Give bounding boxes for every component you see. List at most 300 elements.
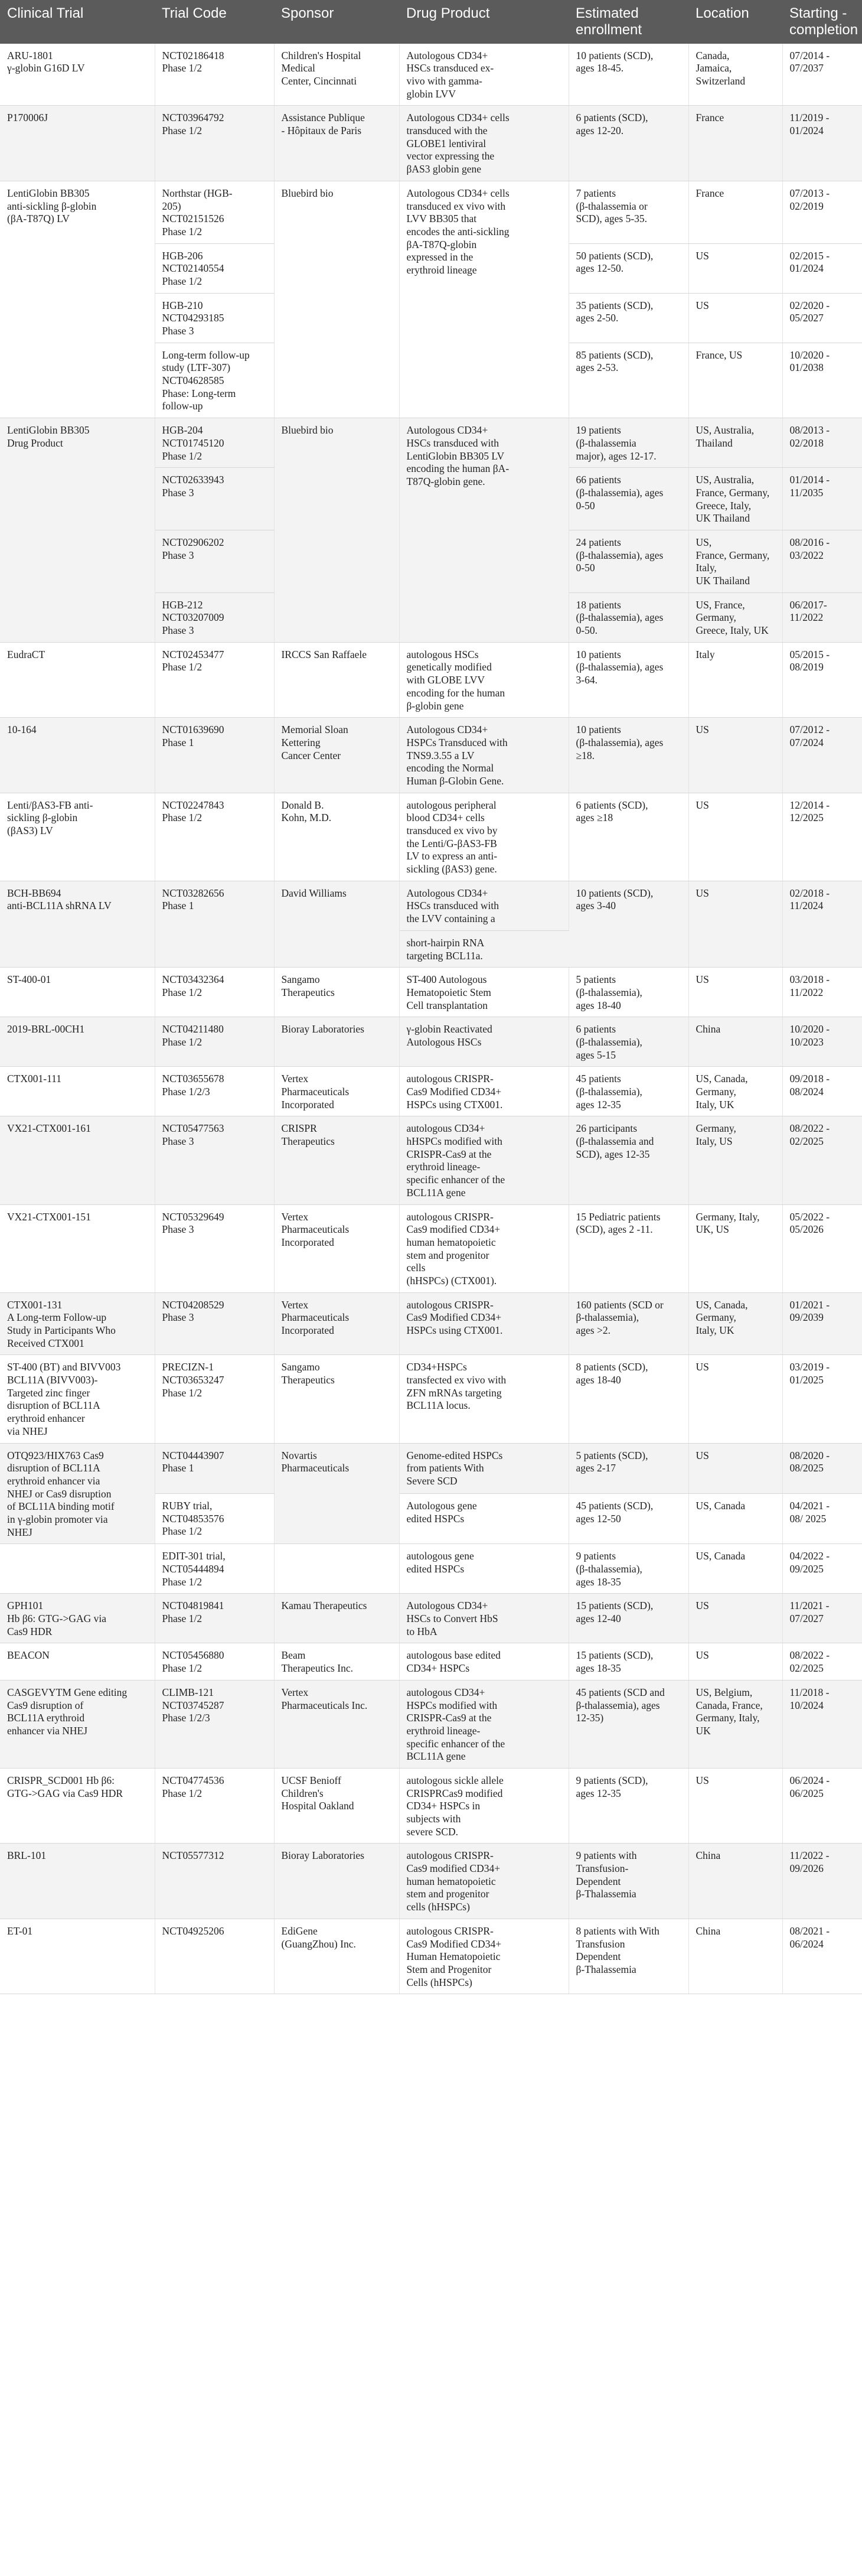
cell-text-line: Italy, (696, 562, 717, 574)
cell-text-line: 24 patients (576, 536, 621, 548)
cell-text-line: 8 patients with With (576, 1924, 659, 1937)
header-drug-product: Drug Product (399, 0, 569, 44)
table-row (0, 1643, 862, 1680)
cell-text-line: specific enhancer of the (406, 1737, 505, 1750)
cell-text-line: Children's Hospital (281, 49, 361, 61)
sponsor-cell (274, 181, 399, 418)
cell-text-line: γ-globin G16D LV (7, 62, 85, 74)
sponsor-cell (274, 1544, 399, 1594)
cell-text-line: P170006J (7, 112, 48, 124)
enrollment-cell (569, 1443, 688, 1493)
cell-text-line: ARU-1801 (7, 49, 53, 61)
cell-text-line: Germany, (696, 1086, 736, 1098)
cell-text-line: 0-50. (576, 624, 597, 637)
drug-product-cell (399, 1067, 569, 1116)
clinical-trial-cell (0, 44, 155, 106)
cell-text-line: targeting BCL11a. (406, 949, 483, 962)
location-cell (688, 1116, 782, 1204)
cell-text-line: UCSF Benioff (281, 1774, 341, 1786)
cell-text-line: 7 patients (576, 187, 616, 199)
sponsor-cell (274, 1919, 399, 1994)
cell-text-line: Cas9 HDR (7, 1625, 53, 1637)
cell-text-line: 08/2022 - (789, 1649, 830, 1662)
trial-code-cell (155, 1643, 274, 1680)
cell-text-line: Phase 1/2 (162, 62, 203, 74)
drug-product-cell (399, 106, 569, 181)
cell-text-line: 07/2013 - (789, 187, 830, 199)
enrollment-cell (569, 1544, 688, 1594)
cell-text-line: UK, US (696, 1223, 729, 1236)
cell-text-line: expressed in the (406, 251, 474, 263)
cell-text-line: GTG->GAG via Cas9 HDR (7, 1787, 123, 1799)
cell-text-line: Germany, Italy, (696, 1210, 760, 1223)
cell-text-line: Northstar (HGB- (162, 187, 233, 199)
cell-text-line: 11/2035 (789, 486, 824, 499)
location-cell (688, 1292, 782, 1355)
table-row (0, 181, 862, 243)
cell-text-line: 45 patients (576, 1073, 621, 1085)
clinical-trial-cell (0, 1768, 155, 1843)
cell-text-line: 07/2024 (789, 736, 824, 748)
header-location: Location (688, 0, 782, 44)
sponsor-cell (274, 968, 399, 1017)
dates-cell (782, 968, 862, 1017)
cell-text-line: 04/2022 - (789, 1550, 830, 1562)
cell-text-line: 01/2025 (789, 1374, 824, 1386)
cell-text-line: (β-thalassemia), (576, 1035, 642, 1048)
cell-text-line: Switzerland (696, 75, 746, 87)
cell-text-line: 06/2017-11/2022 (789, 598, 827, 624)
cell-text-line: US, Canada, (696, 1073, 748, 1085)
cell-text-line: NCT02140554 (162, 262, 224, 275)
table-header (0, 0, 862, 44)
cell-text-line: encoding for the human (406, 686, 505, 699)
cell-text-line: NCT03655678 (162, 1073, 224, 1085)
cell-text-line: Medical (281, 62, 315, 74)
cell-text-line: Sangamo (281, 973, 320, 986)
table-row (0, 106, 862, 181)
cell-text-line: 0-50 (576, 562, 595, 574)
cell-text-line: edited HSPCs (406, 1512, 465, 1525)
cell-text-line: ages 18-35 (576, 1575, 621, 1588)
cell-text-line: Phase: Long-term (162, 387, 236, 399)
cell-text-line: Sangamo (281, 1361, 320, 1373)
cell-text-line: NCT05477563 (162, 1122, 224, 1135)
drug-product-cell (399, 881, 569, 930)
cell-text-line: 160 patients (SCD or (576, 1298, 664, 1311)
cell-text-line: ages ≥18 (576, 812, 613, 824)
cell-text-line: 09/2026 (789, 1862, 824, 1875)
enrollment-cell (569, 793, 688, 881)
dates-cell (782, 592, 862, 642)
cell-text-line: γ-globin Reactivated (406, 1023, 492, 1035)
cell-text-line: 19 patients (576, 424, 621, 437)
cell-text-line: 5 patients (SCD), (576, 1449, 648, 1461)
clinical-trial-cell (0, 1919, 155, 1994)
cell-text-line: US, (696, 536, 712, 548)
cell-text-line: Greece, Italy, UK (696, 624, 769, 637)
cell-text-line: globin LVV (406, 87, 456, 100)
cell-text-line: NCT04853576 (162, 1512, 224, 1525)
drug-product-cell (399, 1768, 569, 1843)
cell-text-line: Received CTX001 (7, 1337, 84, 1349)
cell-text-line: Italy (696, 648, 715, 660)
cell-text-line: 15 patients (SCD), (576, 1649, 654, 1662)
cell-text-line: Italy, UK (696, 1098, 734, 1110)
cell-text-line: Memorial Sloan (281, 724, 348, 736)
cell-text-line: autologous CRISPR- (406, 1298, 494, 1311)
enrollment-cell (569, 243, 688, 293)
cell-text-line: NCT03282656 (162, 887, 224, 899)
cell-text-line: Phase 1/2 (162, 1662, 203, 1675)
cell-text-line: Stem and Progenitor (406, 1963, 492, 1975)
cell-text-line: LentiGlobin BB305 (7, 424, 90, 437)
drug-product-cell (399, 1355, 569, 1443)
cell-text-line: Germany, (696, 1311, 736, 1324)
enrollment-cell (569, 1355, 688, 1443)
cell-text-line: stem and progenitor (406, 1888, 489, 1900)
clinical-trial-cell (0, 881, 155, 967)
table-body (0, 44, 862, 1994)
clinical-trial-cell (0, 1017, 155, 1067)
cell-text-line: autologous HSCs (406, 648, 479, 660)
cell-text-line: HSPCs using CTX001. (406, 1098, 503, 1110)
dates-cell (782, 106, 862, 181)
cell-text-line: NCT04211480 (162, 1023, 224, 1035)
cell-text-line: 02/2025 (789, 1662, 824, 1675)
dates-cell (782, 418, 862, 468)
cell-text-line: 15 Pediatric patients (576, 1210, 661, 1223)
trial-code-cell (155, 530, 274, 592)
location-cell (688, 793, 782, 881)
dates-cell (782, 1844, 862, 1919)
cell-text-line: Italy, UK (696, 1324, 734, 1336)
cell-text-line: China (696, 1924, 721, 1937)
drug-product-cell (399, 418, 569, 643)
dates-cell (782, 1680, 862, 1768)
cell-text-line: cells (hHSPCs) (406, 1901, 470, 1913)
cell-text-line: Pharmaceuticals Inc. (281, 1699, 368, 1711)
cell-text-line: Autologous CD34+ cells (406, 112, 510, 124)
sponsor-cell (274, 1355, 399, 1443)
cell-text-line: 01/2024 (789, 125, 824, 137)
sponsor-cell (274, 106, 399, 181)
location-cell (688, 1355, 782, 1443)
table-row (0, 793, 862, 881)
cell-text-line: IRCCS San Raffaele (281, 648, 367, 660)
enrollment-cell (569, 592, 688, 642)
cell-text-line: 6 patients (576, 1023, 616, 1035)
cell-text-line: Phase 1 (162, 1462, 194, 1474)
cell-text-line: 02/2025 (789, 1135, 824, 1148)
cell-text-line: Phase 1/2 (162, 125, 203, 137)
sponsor-cell (274, 1844, 399, 1919)
dates-cell (782, 1355, 862, 1443)
sponsor-cell (274, 44, 399, 106)
cell-text-line: encoding the human βA- (406, 463, 510, 475)
cell-text-line: EdiGene (281, 1924, 318, 1937)
dates-cell (782, 468, 862, 530)
header-trial-code: Trial Code (155, 0, 274, 44)
cell-text-line: US (696, 724, 709, 736)
cell-text-line: (βAS3) LV (7, 825, 53, 836)
trial-code-cell (155, 181, 274, 243)
cell-text-line: 15 patients (SCD), (576, 1600, 654, 1612)
dates-cell (782, 181, 862, 243)
enrollment-cell (569, 530, 688, 592)
cell-text-line: 08/2025 (789, 1462, 824, 1474)
cell-text-line: LV to express an anti- (406, 850, 498, 862)
cell-text-line: Phase 1/2/3 (162, 1086, 210, 1098)
cell-text-line: Bluebird bio (281, 187, 334, 199)
cell-text-line: TNS9.3.55 a LV (406, 749, 475, 761)
cell-text-line: NCT03745287 (162, 1699, 224, 1711)
cell-text-line: via NHEJ (7, 1425, 48, 1437)
trial-code-cell (155, 1443, 274, 1493)
cell-text-line: T87Q-globin gene. (406, 475, 485, 487)
cell-text-line: 2019-BRL-00CH1 (7, 1023, 85, 1035)
table-row (0, 1594, 862, 1643)
cell-text-line: transduced with the (406, 125, 488, 137)
cell-text-line: 45 patients (SCD and (576, 1686, 665, 1698)
cell-text-line: Phase 1/2 (162, 1035, 203, 1048)
location-cell (688, 1443, 782, 1493)
cell-text-line: autologous CD34+ (406, 1686, 485, 1698)
clinical-trial-cell (0, 1643, 155, 1680)
location-cell (688, 468, 782, 530)
table-row (0, 44, 862, 106)
location-cell (688, 106, 782, 181)
cell-text-line: Cas9 Modified CD34+ (406, 1086, 502, 1098)
clinical-trial-cell (0, 1067, 155, 1116)
cell-text-line: 01/2038 (789, 362, 824, 374)
cell-text-line: EDIT-301 trial, (162, 1550, 226, 1562)
table-row (0, 1680, 862, 1768)
cell-text-line: VX21-CTX001-161 (7, 1122, 91, 1135)
cell-text-line: Phase 1 (162, 736, 194, 748)
cell-text-line: NCT03432364 (162, 973, 224, 986)
cell-text-line: Autologous CD34+ (406, 424, 488, 437)
cell-text-line: 03/2022 (789, 549, 824, 561)
cell-text-line: Human β-Globin Gene. (406, 774, 504, 787)
cell-text-line: NCT04443907 (162, 1449, 224, 1461)
cell-text-line: Incorporated (281, 1236, 334, 1248)
location-cell (688, 243, 782, 293)
cell-text-line: Phase 1/2 (162, 986, 203, 998)
cell-text-line: ages 12-20. (576, 125, 624, 137)
clinical-trial-cell (0, 1844, 155, 1919)
trial-code-cell (155, 1355, 274, 1443)
trial-code-cell (155, 1919, 274, 1994)
cell-text-line: 0-50 (576, 499, 595, 512)
location-cell (688, 592, 782, 642)
sponsor-cell (274, 793, 399, 881)
cell-text-line: Autologous gene (406, 1499, 477, 1512)
cell-text-line: 01/2021 - (789, 1298, 830, 1311)
cell-text-line: in γ-globin promoter via (7, 1513, 108, 1525)
cell-text-line: short-hairpin RNA (406, 936, 485, 949)
cell-text-line: A Long-term Follow-up (7, 1311, 107, 1324)
cell-text-line: erythroid enhancer via (7, 1474, 100, 1487)
clinical-trial-cell (0, 106, 155, 181)
cell-text-line: Cas9 modified CD34+ (406, 1862, 501, 1875)
cell-text-line: autologous CRISPR- (406, 1210, 494, 1223)
cell-text-line: CRISPR_SCD001 Hb β6: (7, 1774, 115, 1786)
trial-code-cell (155, 1544, 274, 1594)
cell-text-line: David Williams (281, 887, 347, 899)
trial-code-cell (155, 44, 274, 106)
enrollment-cell (569, 1594, 688, 1643)
location-cell (688, 718, 782, 793)
trial-code-cell (155, 968, 274, 1017)
cell-text-line: Hematopoietic Stem (406, 986, 491, 998)
enrollment-cell (569, 881, 688, 967)
cell-text-line: 10-164 (7, 724, 37, 736)
cell-text-line: Phase 3 (162, 549, 194, 561)
enrollment-cell (569, 418, 688, 468)
cell-text-line: CRISPRCas9 modified (406, 1787, 503, 1799)
enrollment-cell (569, 1493, 688, 1543)
cell-text-line: human hematopoietic (406, 1236, 496, 1248)
drug-product-cell (399, 1116, 569, 1204)
cell-text-line: to HbA (406, 1625, 437, 1637)
cell-text-line: erythroid enhancer (7, 1412, 85, 1425)
cell-text-line: Autologous CD34+ (406, 724, 488, 736)
enrollment-cell (569, 1204, 688, 1292)
location-cell (688, 881, 782, 967)
cell-text-line: autologous base edited (406, 1649, 501, 1662)
cell-text-line: (β-thalassemia), (576, 986, 642, 998)
cell-text-line: PRECIZN-1 (162, 1361, 214, 1373)
cell-text-line: Canada, France, (696, 1699, 763, 1711)
cell-text-line: subjects with (406, 1813, 461, 1825)
clinical-trial-cell (0, 1204, 155, 1292)
cell-text-line: 03/2018 - (789, 973, 830, 986)
cell-text-line: autologous CRISPR- (406, 1924, 494, 1937)
cell-text-line: Cas9 Modified CD34+ (406, 1937, 502, 1950)
cell-text-line: 11/2021 - (789, 1600, 830, 1612)
cell-text-line: 10 patients (576, 724, 621, 736)
cell-text-line: Phase 3 (162, 1223, 194, 1236)
sponsor-cell (274, 1067, 399, 1116)
cell-text-line: 18 patients (576, 598, 621, 611)
location-cell (688, 1067, 782, 1116)
cell-text-line: 26 participants (576, 1122, 638, 1135)
cell-text-line: US (696, 249, 709, 262)
enrollment-cell (569, 1844, 688, 1919)
trial-code-cell (155, 718, 274, 793)
cell-text-line: NCT03964792 (162, 112, 224, 124)
cell-text-line: Cells (hHSPCs) (406, 1976, 472, 1988)
cell-text-line: NCT02633943 (162, 474, 224, 486)
table-row (0, 718, 862, 793)
cell-text-line: 11/2018 - (789, 1686, 830, 1698)
drug-product-cell (399, 1544, 569, 1594)
cell-text-line: 9 patients with (576, 1849, 637, 1862)
cell-text-line: Bluebird bio (281, 424, 334, 437)
cell-text-line: Germany, (696, 611, 736, 624)
cell-text-line: - Hôpitaux de Paris (281, 125, 362, 137)
dates-cell (782, 1643, 862, 1680)
table-row (0, 881, 862, 930)
drug-product-cell (399, 793, 569, 881)
cell-text-line: Phase 3 (162, 1311, 194, 1324)
dates-cell (782, 1292, 862, 1355)
cell-text-line: transduced ex vivo with (406, 200, 506, 212)
sponsor-cell (274, 1017, 399, 1067)
cell-text-line: 02/2020 - (789, 299, 830, 311)
sponsor-cell (274, 1116, 399, 1204)
cell-text-line: Study in Participants Who (7, 1324, 116, 1336)
cell-text-line: transfected ex vivo with (406, 1374, 507, 1386)
cell-text-line: (β-thalassemia), ages (576, 611, 664, 624)
dates-cell (782, 343, 862, 418)
cell-text-line: 35 patients (SCD), (576, 299, 654, 311)
cell-text-line: Dependent (576, 1875, 621, 1887)
cell-text-line: 205) (162, 200, 181, 212)
cell-text-line: CRISPR (281, 1122, 317, 1135)
cell-text-line: HSCs transduced ex- (406, 62, 494, 74)
cell-text-line: vivo with gamma- (406, 75, 482, 87)
cell-text-line: LentiGlobin BB305 (7, 187, 90, 199)
cell-text-line: Kettering (281, 736, 321, 748)
cell-text-line: RUBY trial, (162, 1499, 213, 1512)
cell-text-line: 07/2037 (789, 62, 824, 74)
cell-text-line: disruption of BCL11A (7, 1462, 100, 1474)
cell-text-line: NCT05444894 (162, 1563, 224, 1575)
cell-text-line: UK Thailand (696, 512, 750, 525)
cell-text-line: LVV BB305 that (406, 213, 477, 225)
cell-text-line: human hematopoietic (406, 1875, 496, 1887)
cell-text-line: US, France, (696, 598, 745, 611)
cell-text-line: Severe SCD (406, 1474, 458, 1487)
cell-text-line: NCT02453477 (162, 648, 224, 660)
cell-text-line: Phase 1/2 (162, 1787, 203, 1799)
cell-text-line: China (696, 1849, 721, 1862)
cell-text-line: transduced ex vivo by (406, 825, 498, 836)
sponsor-cell (274, 1643, 399, 1680)
cell-text-line: Donald B. (281, 799, 324, 811)
cell-text-line: anti-BCL11A shRNA LV (7, 900, 112, 912)
cell-text-line: US, Canada (696, 1499, 746, 1512)
clinical-trial-cell (0, 1116, 155, 1204)
cell-text-line: (β-thalassemia), ages (576, 736, 664, 748)
cell-text-line: Cas9 Modified CD34+ (406, 1311, 502, 1324)
sponsor-cell (274, 1594, 399, 1643)
location-cell (688, 181, 782, 243)
cell-text-line: LentiGlobin BB305 LV (406, 450, 505, 462)
trial-code-cell (155, 1067, 274, 1116)
cell-text-line: 08/2013 - (789, 424, 830, 437)
clinical-trial-cell (0, 1594, 155, 1643)
cell-text-line: ages 12-50. (576, 262, 624, 275)
cell-text-line: stem and progenitor (406, 1249, 489, 1261)
cell-text-line: hHSPCs modified with (406, 1135, 502, 1148)
clinical-trial-cell (0, 181, 155, 418)
cell-text-line: β-thalassemia), ages (576, 1699, 660, 1711)
cell-text-line: follow-up (162, 400, 203, 412)
cell-text-line: Human Hematopoietic (406, 1950, 501, 1963)
cell-text-line: Autologous CD34+ (406, 1600, 488, 1612)
cell-text-line: Therapeutics Inc. (281, 1662, 353, 1675)
cell-text-line: Vertex (281, 1210, 309, 1223)
dates-cell (782, 718, 862, 793)
cell-text-line: NCT04925206 (162, 1924, 224, 1937)
cell-text-line: CRISPR-Cas9 at the (406, 1712, 492, 1724)
cell-text-line: France, Germany, (696, 549, 770, 561)
sponsor-cell (274, 718, 399, 793)
cell-text-line: EudraCT (7, 648, 45, 660)
